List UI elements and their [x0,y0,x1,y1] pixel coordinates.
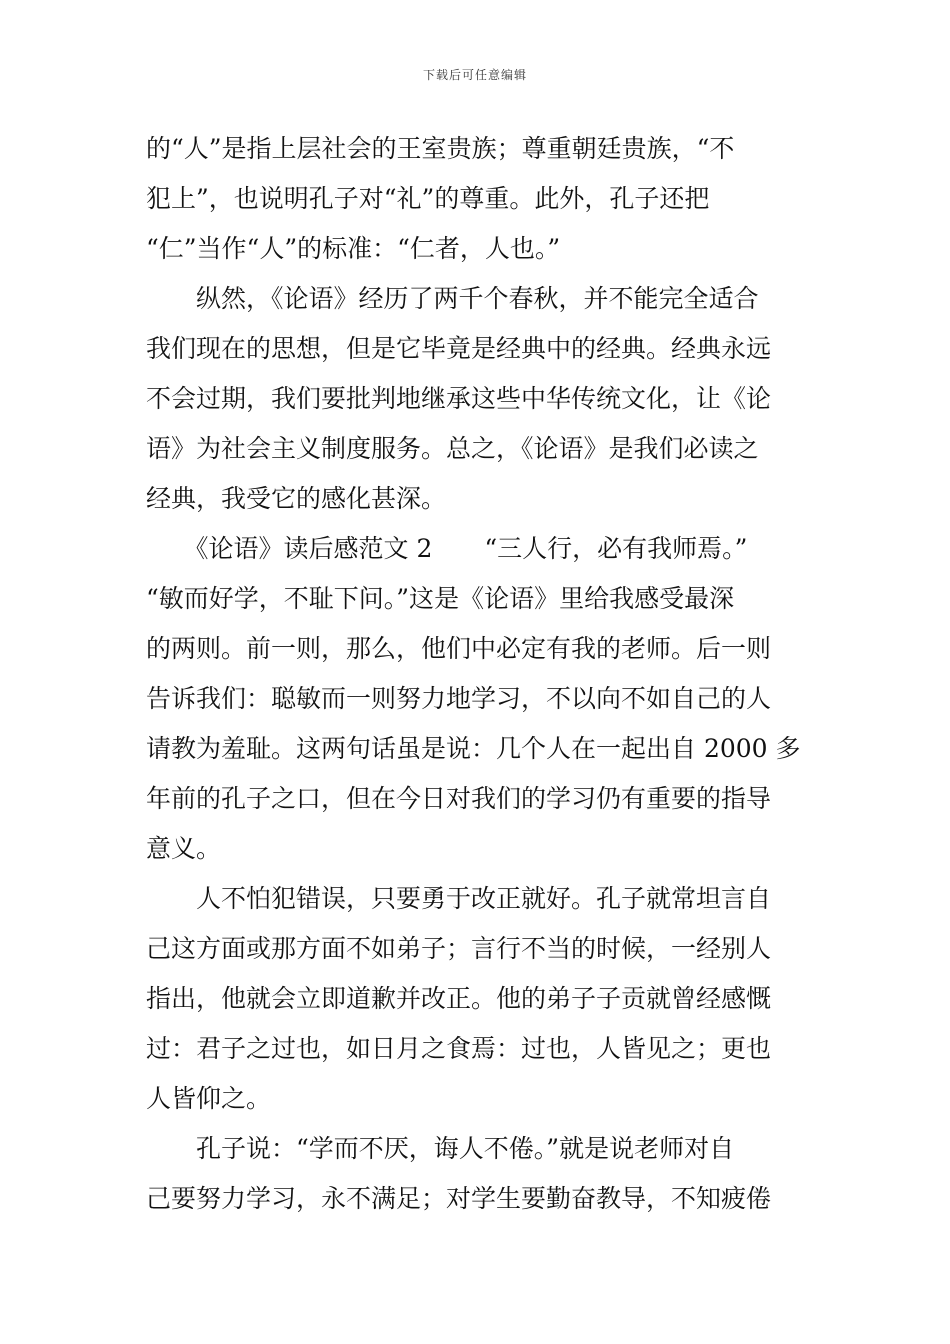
text-line: “仁”当作“人”的标准：“仁者，人也。” [146,234,561,263]
text-line: 的两则。前一则，那么，他们中必定有我的老师。后一则 [146,634,772,663]
text-line: 的“人”是指上层社会的王室贵族；尊重朝廷贵族，“不 [146,134,735,163]
text-line: 己要努力学习，永不满足；对学生要勤奋教导，不知疲倦 [146,1184,772,1213]
inline-quote: “三人行，必有我师焉。” [484,534,748,563]
text-line: 孔子说：“学而不厌，诲人不倦。”就是说老师对自 [146,1134,735,1163]
text-line [146,524,816,574]
paragraph [146,524,816,874]
text-line: 请教为羞耻。这两句话虽是说：几个人在一起出自 2000 多 [146,734,801,763]
page-header: 下载后可任意编辑 [422,68,527,82]
text-line: 纵然，《论语》经历了两千个春秋，并不能完全适合 [146,284,759,313]
text-line: 语》为社会主义制度服务。总之，《论语》是我们必读之 [146,434,759,463]
paragraph [146,874,816,1124]
text-line: 指出，他就会立即道歉并改正。他的弟子子贡就曾经感慨 [146,984,772,1013]
text-line: 己这方面或那方面不如弟子；言行不当的时候，一经别人 [146,934,772,963]
text-line: 过：君子之过也，如日月之食焉：过也，人皆见之；更也 [146,1034,772,1063]
text-line: 犯上”，也说明孔子对“礼”的尊重。此外，孔子还把 [146,184,710,213]
text-line: 意义。 [146,834,222,863]
text-line: 我们现在的思想，但是它毕竟是经典中的经典。经典永远 [146,334,772,363]
text-line: “敏而好学，不耻下问。”这是《论语》里给我感受最深 [146,584,735,613]
text-line: 年前的孔子之口，但在今日对我们的学习仍有重要的指导 [146,784,772,813]
text-line: 经典，我受它的感化甚深。 [146,484,447,513]
document-body [146,124,816,1224]
text-line: 人不怕犯错误，只要勇于改正就好。孔子就常坦言自 [146,884,772,913]
text-line: 人皆仰之。 [146,1084,272,1113]
paragraph [146,124,816,274]
paragraph [146,1124,816,1224]
text-line: 告诉我们：聪敏而一则努力地学习，不以向不如自己的人 [146,684,772,713]
section-title: 《论语》读后感范文 2 [146,534,433,563]
text-line: 不会过期，我们要批判地继承这些中华传统文化，让《论 [146,384,772,413]
paragraph [146,274,816,524]
